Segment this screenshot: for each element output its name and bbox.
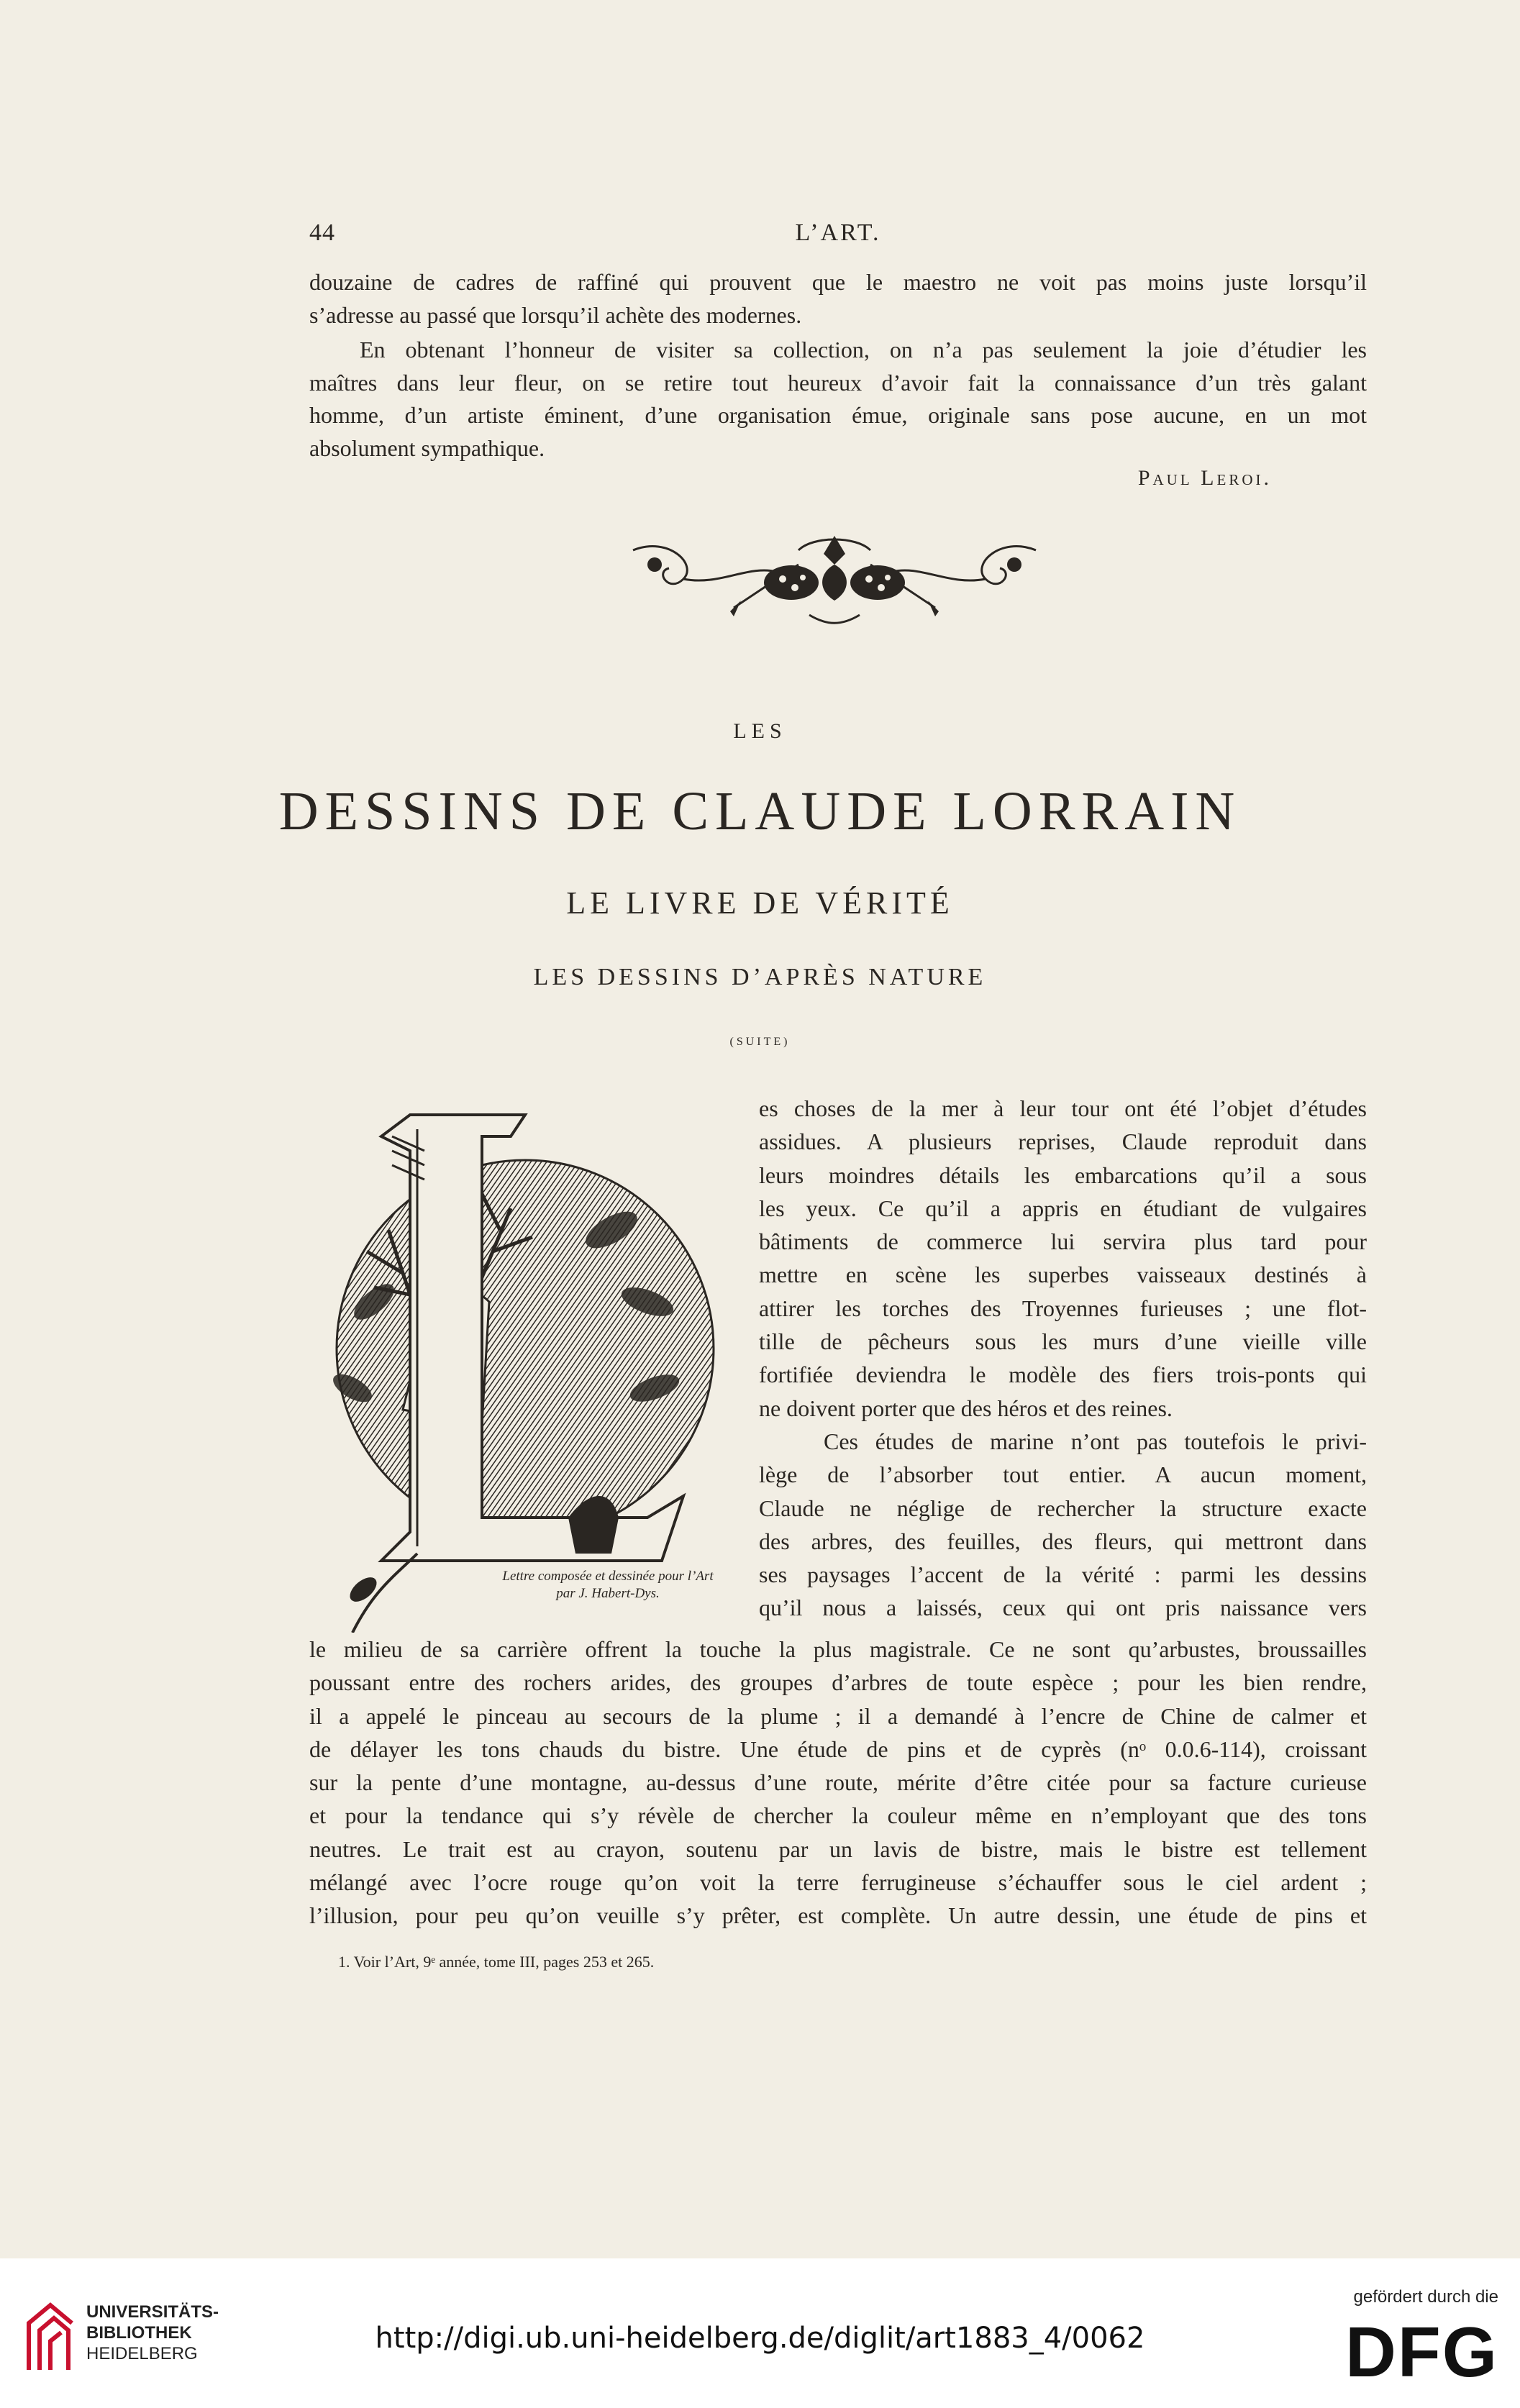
library-name-line: UNIVERSITÄTS-: [86, 2302, 219, 2322]
text-line: fortifiée deviendra le modèle des fiers trois-ponts qui: [759, 1362, 1367, 1388]
footnote: 1. Voir l’Art, 9ᵉ année, tome III, pages 253 et 265.: [338, 1953, 655, 1971]
article-kicker: LES: [733, 719, 787, 743]
digitization-footer: [0, 2258, 1520, 2408]
suite-label: (SUITE): [729, 1036, 791, 1048]
running-header: [309, 219, 1367, 255]
text-line: En obtenant l’honneur de visiter sa collection, on n’a pas seulement la joie d’étudier les: [360, 337, 1367, 362]
text-line: l’illusion, pour peu qu’on veuille s’y prêter, est complète. Un autre dessin, une étude de pins et: [309, 1902, 1367, 1929]
dfg-logo: DFG: [1345, 2312, 1498, 2391]
text-line: neutres. Le trait est au crayon, soutenu par un lavis de bistre, mais le bistre est tellement: [309, 1835, 1367, 1862]
text-line: absolument sympathique.: [309, 434, 545, 461]
text-line: sur la pente d’une montagne, au-dessus d’une route, mérite d’être citée pour sa facture curieuse: [309, 1769, 1367, 1796]
text-line: douzaine de cadres de raffiné qui prouvent que le maestro ne voit pas moins juste lorsqu’il: [309, 269, 1367, 295]
fleuron-ornament-icon: [626, 521, 1043, 629]
text-line: es choses de la mer à leur tour ont été l’objet d’études: [759, 1095, 1367, 1121]
text-line: de délayer les tons chauds du bistre. Une étude de pins et de cyprès (nᵒ 0.0.6-114), croissant: [309, 1736, 1367, 1762]
text-line: bâtiments de commerce lui servira plus tard pour: [759, 1228, 1367, 1255]
text-line: homme, d’un artiste éminent, d’une organisation émue, originale sans pose aucune, en un mot: [309, 402, 1367, 428]
illustrated-initial-letter: [309, 1086, 748, 1633]
text-line: les yeux. Ce qu’il a appris en étudiant de vulgaires: [759, 1195, 1367, 1221]
text-line: mélangé avec l’ocre rouge qu’on voit la terre ferrugineuse s’échauffer sous le ciel ardent ;: [309, 1869, 1367, 1896]
article-subtitle: LE LIVRE DE VÉRITÉ: [566, 885, 954, 921]
text-line: mettre en scène les superbes vaisseaux destinés à: [759, 1262, 1367, 1288]
text-line: ses paysages l’accent de la vérité : parmi les dessins: [759, 1561, 1367, 1588]
intro-paragraph: [309, 266, 1367, 332]
section-heading: LES DESSINS D’APRÈS NATURE: [533, 964, 987, 990]
caption-line: Lettre composée et dessinée pour l’Art: [502, 1569, 714, 1584]
text-line: s’adresse au passé que lorsqu’il achète des modernes.: [309, 301, 802, 328]
text-line: il a appelé le pinceau au secours de la plume ; il a demandé à l’encre de Chine de calmer et: [309, 1702, 1367, 1729]
text-line: lège de l’absorber tout entier. A aucun moment,: [759, 1461, 1367, 1488]
text-line: attirer les torches des Troyennes furieuses ; une flot-: [759, 1295, 1367, 1321]
text-line: Claude ne néglige de rechercher la structure exacte: [759, 1495, 1367, 1521]
text-column-beside-initial: [759, 1092, 1367, 1625]
text-line: des arbres, des feuilles, des fleurs, qui mettront dans: [759, 1528, 1367, 1554]
engraved-circle: [337, 1160, 714, 1537]
caption-line: par J. Habert-Dys.: [556, 1586, 660, 1601]
initial-caption: [468, 1568, 748, 1602]
text-line: le milieu de sa carrière offrent la touche la plus magistrale. Ce ne sont qu’arbustes, broussailles: [309, 1636, 1367, 1662]
page-number: 44: [309, 219, 335, 246]
funding-note: gefördert durch die: [1353, 2287, 1498, 2307]
library-name-line: BIBLIOTHEK: [86, 2323, 192, 2343]
text-line: maîtres dans leur fleur, on se retire tout heureux d’avoir fait la connaissance d’un très galant: [309, 369, 1367, 396]
library-name-line: HEIDELBERG: [86, 2344, 198, 2363]
text-line: Ces études de marine n’ont pas toutefois le privi-: [824, 1428, 1367, 1454]
text-line: assidues. A plusieurs reprises, Claude reproduit dans: [759, 1128, 1367, 1155]
text-line: et pour la tendance qui s’y révèle de chercher la couleur même en n’employant que des tons: [309, 1802, 1367, 1829]
text-line: qu’il nous a laissés, ceux qui ont pris naissance vers: [759, 1595, 1367, 1621]
author-signature: Paul Leroi.: [1137, 466, 1272, 490]
text-line: tille de pêcheurs sous les murs d’une vieille ville: [759, 1328, 1367, 1355]
closing-paragraph: [309, 334, 1367, 465]
permalink-url[interactable]: http://digi.ub.uni-heidelberg.de/diglit/art1883_4/0062: [375, 2322, 1145, 2355]
text-line: leurs moindres détails les embarcations qu’il a sous: [759, 1162, 1367, 1188]
full-width-paragraph: [309, 1633, 1367, 1933]
running-title: L’ART.: [795, 219, 881, 246]
text-line: poussant entre des rochers arides, des groupes d’arbres de toute espèce ; pour les bien rendre,: [309, 1669, 1367, 1696]
article-title: DESSINS DE CLAUDE LORRAIN: [278, 781, 1242, 842]
text-line: ne doivent porter que des héros et des reines.: [759, 1395, 1173, 1421]
